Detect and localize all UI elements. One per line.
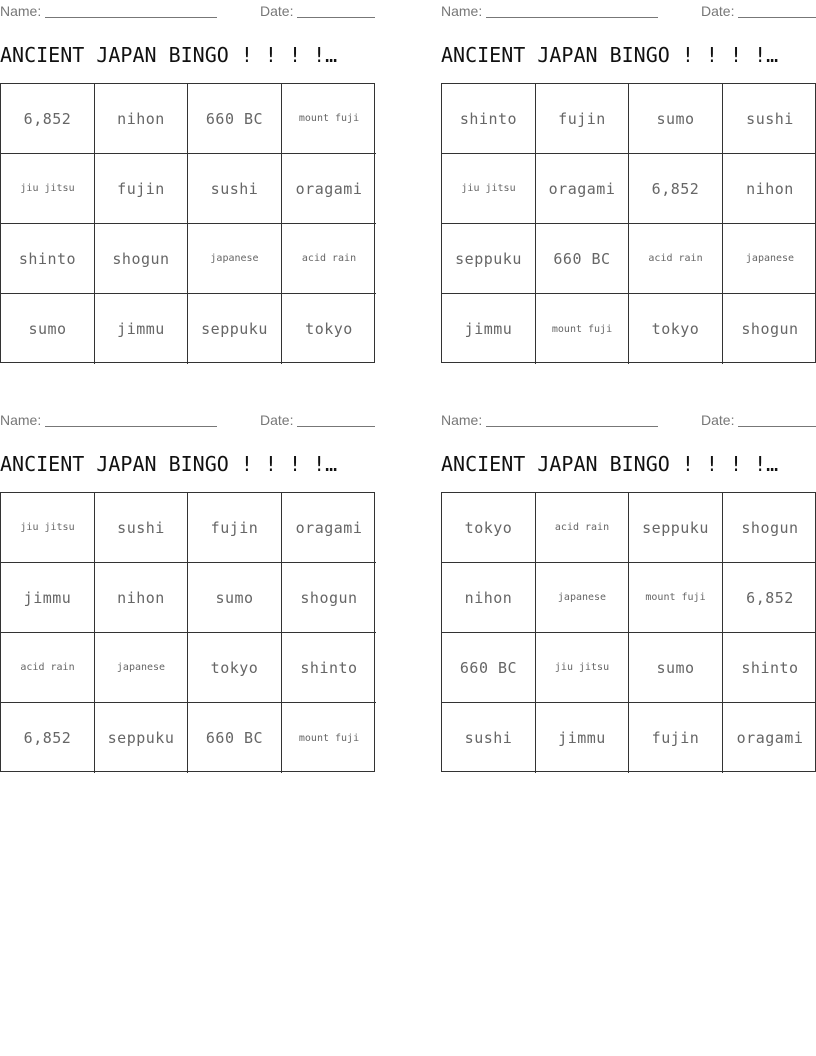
bingo-cell: shinto [723,633,816,703]
bingo-cell: japanese [536,563,629,633]
bingo-cell: japanese [723,224,816,294]
bingo-cell: oragami [736,729,804,747]
bingo-cell: fujin [95,154,188,224]
date-line [738,426,816,427]
bingo-grid [441,492,816,772]
bingo-grid [441,83,816,363]
bingo-cell: shinto [1,224,95,294]
bingo-cell: shinto [282,633,376,703]
bingo-cell: fujin [536,84,629,154]
bingo-cell: nihon [723,154,816,224]
bingo-cell: mount fuji [536,294,629,364]
bingo-cell: tokyo [188,633,282,703]
bingo-cell: 660 BC [188,703,282,773]
card-title: ANCIENT JAPAN BINGO ! ! ! !… [441,43,779,67]
card-title: ANCIENT JAPAN BINGO ! ! ! !… [0,452,338,476]
name-label: Name: [0,412,42,428]
bingo-cell: acid rain [536,493,629,563]
bingo-cell: sumo [629,633,723,703]
bingo-cell: 6,852 [1,703,95,773]
bingo-cell: oragami [282,493,376,563]
card-meta [0,0,375,22]
bingo-cell: sushi [188,154,282,224]
bingo-cell: 6,852 [1,84,95,154]
date-label: Date: [701,3,735,19]
bingo-cell: shinto [442,84,536,154]
bingo-cell: jiu jitsu [442,154,536,224]
bingo-cell: nihon [95,84,188,154]
bingo-cell: jiu jitsu [1,154,95,224]
bingo-cell: mount fuji [282,84,376,154]
name-line [486,426,658,427]
bingo-cell: shogun [95,224,188,294]
name-line [45,17,217,18]
bingo-card-4 [441,409,816,747]
bingo-cell: mount fuji [298,732,360,744]
date-line [738,17,816,18]
date-label: Date: [260,412,294,428]
name-label: Name: [0,3,42,19]
card-title: ANCIENT JAPAN BINGO ! ! ! !… [441,452,779,476]
bingo-cell: jiu jitsu [536,633,629,703]
bingo-cell: nihon [442,563,536,633]
bingo-card-1 [0,0,375,338]
bingo-cell: sushi [95,493,188,563]
bingo-cell: jimmu [442,294,536,364]
bingo-cell: tokyo [305,320,353,338]
bingo-cell: 660 BC [536,224,629,294]
date-label: Date: [701,412,735,428]
name-label: Name: [441,412,483,428]
bingo-cell: oragami [536,154,629,224]
bingo-cell: acid rain [1,633,95,703]
bingo-cell: sumo [188,563,282,633]
bingo-cell: 660 BC [188,84,282,154]
bingo-cell: nihon [95,563,188,633]
bingo-cell: shogun [741,320,799,338]
bingo-card-2 [441,0,816,338]
bingo-cell: 6,852 [629,154,723,224]
bingo-cell: acid rain [282,224,376,294]
bingo-cell: shogun [723,493,816,563]
date-label: Date: [260,3,294,19]
bingo-grid [0,83,375,363]
name-label: Name: [441,3,483,19]
bingo-cell: japanese [188,224,282,294]
bingo-cell: jimmu [1,563,95,633]
bingo-cell: acid rain [629,224,723,294]
bingo-cell: tokyo [629,294,723,364]
card-meta [441,0,816,22]
bingo-cell: oragami [282,154,376,224]
bingo-cell: sushi [723,84,816,154]
bingo-cell: mount fuji [629,563,723,633]
name-line [486,17,658,18]
bingo-cell: sushi [442,703,536,773]
bingo-card-3 [0,409,375,747]
bingo-cell: seppuku [442,224,536,294]
bingo-cell: jiu jitsu [1,493,95,563]
card-meta [0,409,375,431]
date-line [297,17,375,18]
card-meta [441,409,816,431]
bingo-cell: tokyo [442,493,536,563]
bingo-cell: seppuku [188,294,282,364]
bingo-cell: fujin [188,493,282,563]
bingo-cell: sumo [629,84,723,154]
card-title: ANCIENT JAPAN BINGO ! ! ! !… [0,43,338,67]
date-line [297,426,375,427]
bingo-grid [0,492,375,772]
bingo-cell: seppuku [95,703,188,773]
bingo-cell: japanese [95,633,188,703]
name-line [45,426,217,427]
bingo-cell: fujin [629,703,723,773]
bingo-cell: jimmu [95,294,188,364]
bingo-cell: seppuku [629,493,723,563]
bingo-cell: 6,852 [723,563,816,633]
bingo-cell: 660 BC [442,633,536,703]
bingo-cell: jimmu [536,703,629,773]
bingo-cell: shogun [282,563,376,633]
bingo-cell: sumo [1,294,95,364]
